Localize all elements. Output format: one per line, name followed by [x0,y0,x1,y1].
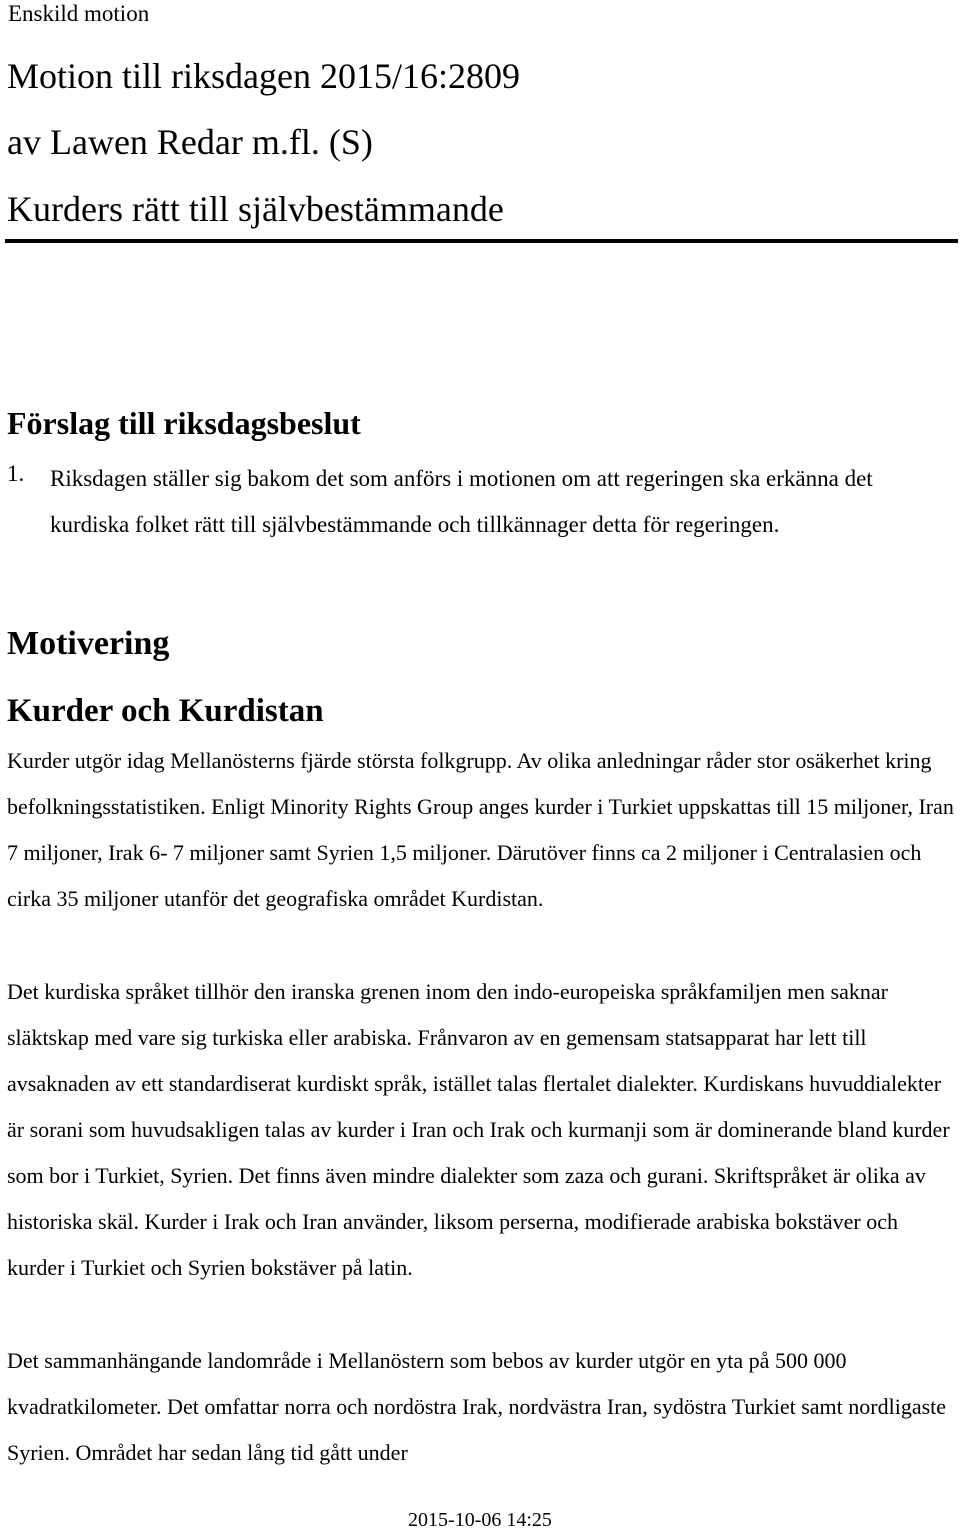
title-divider [5,239,958,243]
body-paragraph: Kurder utgör idag Mellanösterns fjärde största folkgrupp. Av olika anledningar råder stor osäkerhet kring befolkningsstatistiken. Enligt Minority Rights Group anges kurder i Turkiet uppskattas till 15 miljoner, Iran 7 miljoner, Irak 6- 7 miljoner samt Syrien 1,5 miljoner. Därutöver finns ca 2 miljoner i Centralasien och cirka 35 miljoner utanför det geografiska området Kurdistan. [7,748,954,911]
proposal-heading: Förslag till riksdagsbeslut [7,405,361,441]
proposal-item-text: Riksdagen ställer sig bakom det som anförs i motionen om att regeringen ska erkänna det kurdiska folket rätt till självbestämmande och tillkännager detta för regeringen. [50,466,873,537]
body-paragraph: Det kurdiska språket tillhör den iranska grenen inom den indo-europeiska språkfamiljen men saknar släktskap med vare sig turkiska eller arabiska. Frånvaron av en gemensam statsapparat har lett till avsaknaden av ett standardiserat kurdiskt språk, istället talas flertalet dialekter. Kurdiskans huvuddialekter är sorani som huvudsakligen talas av kurder i Iran och Irak och kurmanji som är dominerande bland kurder som bor i Turkiet, Syrien. Det finns även mindre dialekter som zaza och gurani. Skriftspråket är olika av historiska skäl. Kurder i Irak och Iran använder, liksom perserna, modifierade arabiska bokstäver och kurder i Turkiet och Syrien bokstäver på latin. [7,979,950,1280]
body-paragraph: Det sammanhängande landområde i Mellanöstern som bebos av kurder utgör en yta på 500 000 kvadratkilometer. Det omfattar norra och nordöstra Irak, nordvästra Iran, sydöstra Turkiet samt nordligaste Syrien. Området har sedan lång tid gått under [7,1348,947,1465]
motivering-heading: Motivering [7,625,170,662]
proposal-item-number: 1. [7,461,25,486]
motion-subject: Kurders rätt till självbestämmande [7,189,504,229]
motion-authors: av Lawen Redar m.fl. (S) [7,122,373,162]
page-footer-timestamp: 2015-10-06 14:25 [408,1509,552,1531]
document-kind: Enskild motion [8,1,150,26]
section-heading-kurder-och-kurdistan: Kurder och Kurdistan [7,693,324,729]
motion-title: Motion till riksdagen 2015/16:2809 [7,56,520,96]
